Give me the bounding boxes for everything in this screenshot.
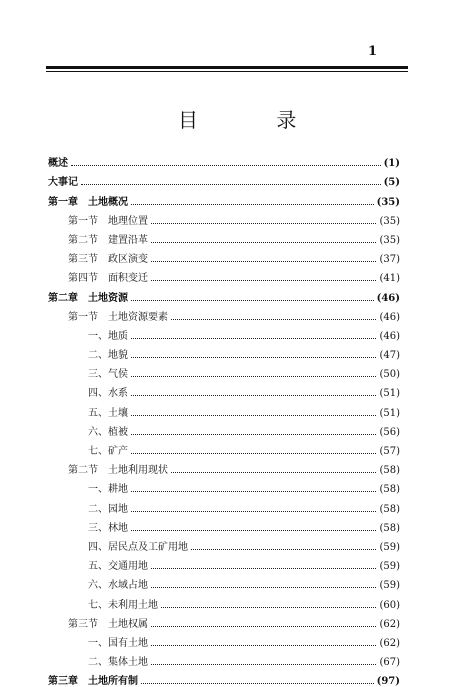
- toc-leader-dots: [131, 201, 374, 205]
- toc-entry-page: (1): [383, 158, 400, 170]
- toc-entry: [48, 361, 400, 380]
- toc-entry-label: 五、交通用地: [88, 561, 148, 573]
- toc-entry: [48, 553, 400, 572]
- toc-leader-dots: [131, 412, 376, 416]
- toc-entry-page: (46): [376, 292, 400, 304]
- page-number: 1: [368, 44, 378, 59]
- toc-entry-label: 一、地质: [88, 330, 128, 342]
- toc-leader-dots: [151, 642, 376, 646]
- toc-entry: [48, 323, 400, 342]
- toc-leader-dots: [71, 162, 381, 166]
- toc-leader-dots: [151, 623, 376, 627]
- toc-entry: [48, 419, 400, 438]
- toc-entry: [48, 630, 400, 649]
- toc-leader-dots: [161, 604, 376, 608]
- toc-entry-page: (35): [376, 196, 400, 208]
- toc-entry-label: 概述: [48, 158, 68, 170]
- toc-leader-dots: [151, 661, 376, 665]
- header-rule-thin: [46, 71, 408, 72]
- toc-entry-page: (47): [379, 350, 400, 362]
- toc-entry: [48, 649, 400, 668]
- toc-entry-label: 第三章 土地所有制: [48, 676, 138, 687]
- toc-leader-dots: [151, 258, 376, 262]
- toc-entry: [48, 476, 400, 495]
- toc-entry-label: 七、未利用土地: [88, 599, 158, 611]
- toc-entry: [48, 342, 400, 361]
- toc-entry-page: (35): [379, 234, 400, 246]
- toc-entry: [48, 150, 400, 169]
- toc-entry-page: (51): [379, 388, 400, 400]
- toc-entry: [48, 515, 400, 534]
- toc-leader-dots: [191, 546, 376, 550]
- toc-entry-label: 第三节 土地权属: [68, 618, 148, 630]
- toc-entry-label: 三、气侯: [88, 369, 128, 381]
- toc-leader-dots: [131, 488, 376, 492]
- toc-entry-page: (46): [379, 311, 400, 323]
- toc-entry-label: 大事记: [48, 177, 78, 189]
- toc-entry-label: 三、林地: [88, 522, 128, 534]
- toc-entry-label: 第一节 土地资源要素: [68, 311, 168, 323]
- toc-entry: [48, 227, 400, 246]
- toc-entry: [48, 208, 400, 227]
- toc-entry-label: 一、国有土地: [88, 637, 148, 649]
- toc-entry: [48, 495, 400, 514]
- toc-title: 目 录: [178, 108, 333, 132]
- toc-entry-label: 六、水域占地: [88, 580, 148, 592]
- toc-entry-page: (59): [379, 541, 400, 553]
- toc-entry-page: (59): [379, 561, 400, 573]
- toc-entry: [48, 438, 400, 457]
- toc-entry-page: (58): [379, 522, 400, 534]
- toc-entry: [48, 668, 400, 687]
- toc-leader-dots: [151, 239, 376, 243]
- toc-leader-dots: [131, 335, 376, 339]
- toc-entry-page: (41): [379, 273, 400, 285]
- toc-entry-label: 六、植被: [88, 426, 128, 438]
- toc-entry-label: 第一节 地理位置: [68, 215, 148, 227]
- toc-entry-label: 五、土壤: [88, 407, 128, 419]
- toc-entry-page: (67): [379, 657, 400, 669]
- toc-entry-label: 七、矿产: [88, 446, 128, 457]
- toc-entry: [48, 188, 400, 207]
- toc-entry-page: (62): [379, 637, 400, 649]
- toc-leader-dots: [131, 297, 374, 301]
- toc-entry: [48, 246, 400, 265]
- toc-entry-label: 第三节 政区演变: [68, 254, 148, 266]
- toc-leader-dots: [131, 450, 376, 454]
- toc-entry: [48, 169, 400, 188]
- toc-leader-dots: [151, 584, 376, 588]
- toc-leader-dots: [151, 220, 376, 224]
- toc-entry-page: (60): [379, 599, 400, 611]
- toc-entry-page: (62): [379, 618, 400, 630]
- toc-entry-label: 一、耕地: [88, 484, 128, 496]
- toc-entry: [48, 265, 400, 284]
- toc-entry-label: 第二章 土地资源: [48, 292, 128, 304]
- toc-leader-dots: [131, 392, 376, 396]
- toc-leader-dots: [131, 373, 376, 377]
- toc-entry-page: (59): [379, 580, 400, 592]
- toc-entry: [48, 572, 400, 591]
- toc-entry: [48, 304, 400, 323]
- toc-entry: [48, 284, 400, 303]
- toc-entry-page: (58): [379, 465, 400, 477]
- toc-entry-label: 二、地貌: [88, 350, 128, 362]
- toc-leader-dots: [131, 354, 376, 358]
- toc-entry: [48, 591, 400, 610]
- toc-entry-page: (46): [379, 330, 400, 342]
- toc-entry-page: (57): [379, 446, 400, 457]
- toc-entry-label: 第一章 土地概况: [48, 196, 128, 208]
- toc-entry-page: (97): [376, 676, 400, 687]
- toc-leader-dots: [81, 181, 381, 185]
- toc-entry-label: 第四节 面积变迁: [68, 273, 148, 285]
- toc-leader-dots: [131, 431, 376, 435]
- toc-entry-page: (5): [383, 177, 400, 189]
- toc-entry-page: (58): [379, 503, 400, 515]
- toc-entry-page: (50): [379, 369, 400, 381]
- toc-entry: [48, 611, 400, 630]
- toc-entry-page: (35): [379, 215, 400, 227]
- toc-leader-dots: [131, 527, 376, 531]
- toc-entry-label: 第二节 建置沿革: [68, 234, 148, 246]
- toc-entry-label: 四、水系: [88, 388, 128, 400]
- toc-entry-page: (58): [379, 484, 400, 496]
- toc-entry: [48, 380, 400, 399]
- toc-entry-page: (56): [379, 426, 400, 438]
- toc-leader-dots: [141, 680, 374, 684]
- toc-entry: [48, 457, 400, 476]
- toc-leader-dots: [151, 277, 376, 281]
- toc-entry: [48, 534, 400, 553]
- toc-entry-label: 第二节 土地利用现状: [68, 465, 168, 477]
- toc-entry-label: 二、集体土地: [88, 657, 148, 669]
- toc-leader-dots: [151, 565, 376, 569]
- header-rule-thick: [46, 66, 408, 69]
- toc-entry-page: (37): [379, 254, 400, 266]
- table-of-contents: [48, 150, 400, 687]
- toc-entry-label: 四、居民点及工矿用地: [88, 541, 188, 553]
- toc-leader-dots: [131, 508, 376, 512]
- toc-entry: [48, 399, 400, 418]
- toc-entry-label: 二、园地: [88, 503, 128, 515]
- toc-leader-dots: [171, 316, 376, 320]
- toc-leader-dots: [171, 469, 376, 473]
- toc-entry-page: (51): [379, 407, 400, 419]
